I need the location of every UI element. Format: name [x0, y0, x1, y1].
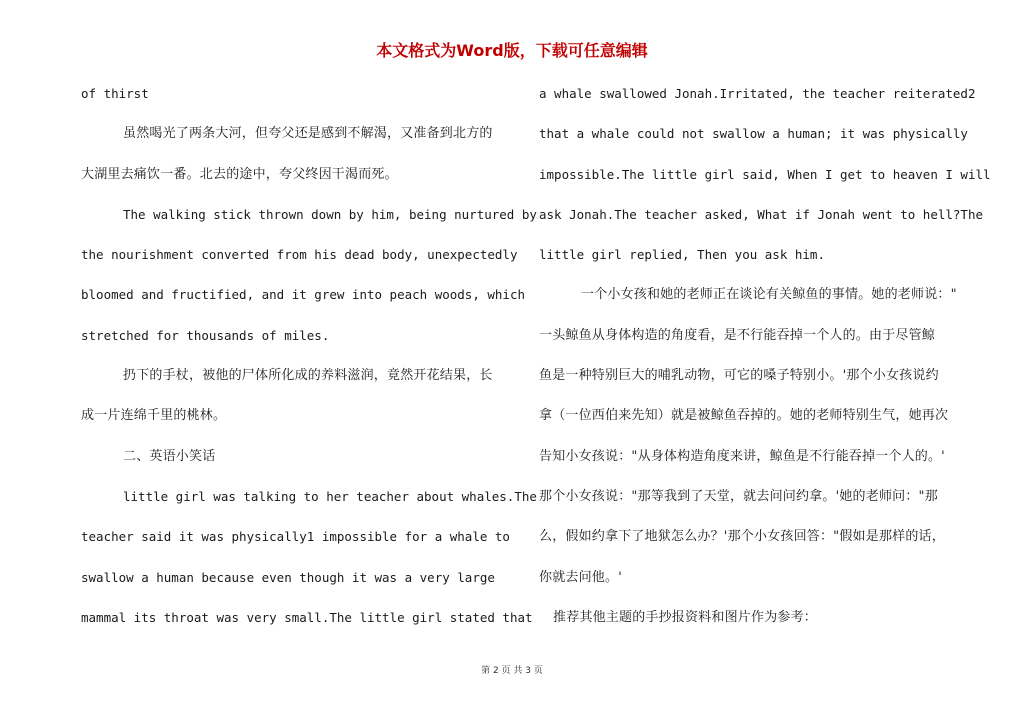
text-line: that a whale could not swallow a human; it was physically [539, 126, 968, 142]
text-line: 鱼是一种特别巨大的哺乳动物，可它的嗓子特别小。'那个小女孩说约 [539, 368, 939, 384]
text-line: 成一片连绵千里的桃林。 [81, 408, 227, 424]
text-line: 推荐其他主题的手抄报资料和图片作为参考： [553, 609, 818, 625]
text-line: 大湖里去痛饮一番。北去的途中，夸父终因干渴而死。 [81, 166, 398, 182]
text-line: of thirst [81, 86, 149, 101]
text-line: The walking stick thrown down by him, being nurtured by [123, 206, 537, 222]
text-line: 告知小女孩说："从身体构造角度来讲，鲸鱼是不行能吞掉一个人的。' [539, 448, 945, 464]
text-line: 扔下的手杖，被他的尸体所化成的养料滋润，竟然开花结果，长 [123, 368, 493, 384]
text-line: impossible.The little girl said, When I get to heaven I will [539, 166, 991, 182]
text-line: 那个小女孩说："那等我到了天堂，就去问问约拿。'她的老师问："那 [539, 488, 938, 504]
text-line: 二、英语小笑话 [123, 448, 216, 464]
text-line: bloomed and fructified, and it grew into peach woods, which [81, 287, 526, 303]
left-column [81, 84, 537, 648]
text-line: little girl was talking to her teacher about whales.The [123, 488, 537, 504]
text-line: the nourishment converted from his dead body, unexpectedly [81, 247, 518, 263]
right-column [539, 84, 991, 648]
text-line: 一个小女孩和她的老师正在谈论有关鲸鱼的事情。她的老师说：" [581, 287, 957, 303]
text-line: 么，假如约拿下了地狱怎么办？'那个小女孩回答："假如是那样的话， [539, 529, 945, 545]
text-line: 虽然喝光了两条大河，但夸父还是感到不解渴，又准备到北方的 [123, 126, 493, 142]
text-line: 你就去问他。' [539, 569, 622, 585]
word-format-banner: 本文格式为Word版，下载可任意编辑 [376, 41, 648, 60]
text-line: a whale swallowed Jonah.Irritated, the teacher reiterated2 [539, 86, 976, 101]
text-line: swallow a human because even though it was a very large [81, 569, 495, 585]
text-line: stretched for thousands of miles. [81, 327, 330, 343]
text-line: ask Jonah.The teacher asked, What if Jonah went to hell?The [539, 206, 984, 222]
text-line: mammal its throat was very small.The little girl stated that [81, 609, 533, 625]
text-line: little girl replied, Then you ask him. [539, 247, 825, 263]
page-number-footer: 第 2 页 共 3 页 [481, 666, 543, 676]
text-line: 拿（一位西伯来先知）就是被鲸鱼吞掉的。她的老师特别生气，她再次 [539, 408, 949, 424]
text-line: 一头鲸鱼从身体构造的角度看，是不行能吞掉一个人的。由于尽管鲸 [539, 327, 936, 343]
text-line: teacher said it was physically1 impossible for a whale to [81, 529, 510, 545]
